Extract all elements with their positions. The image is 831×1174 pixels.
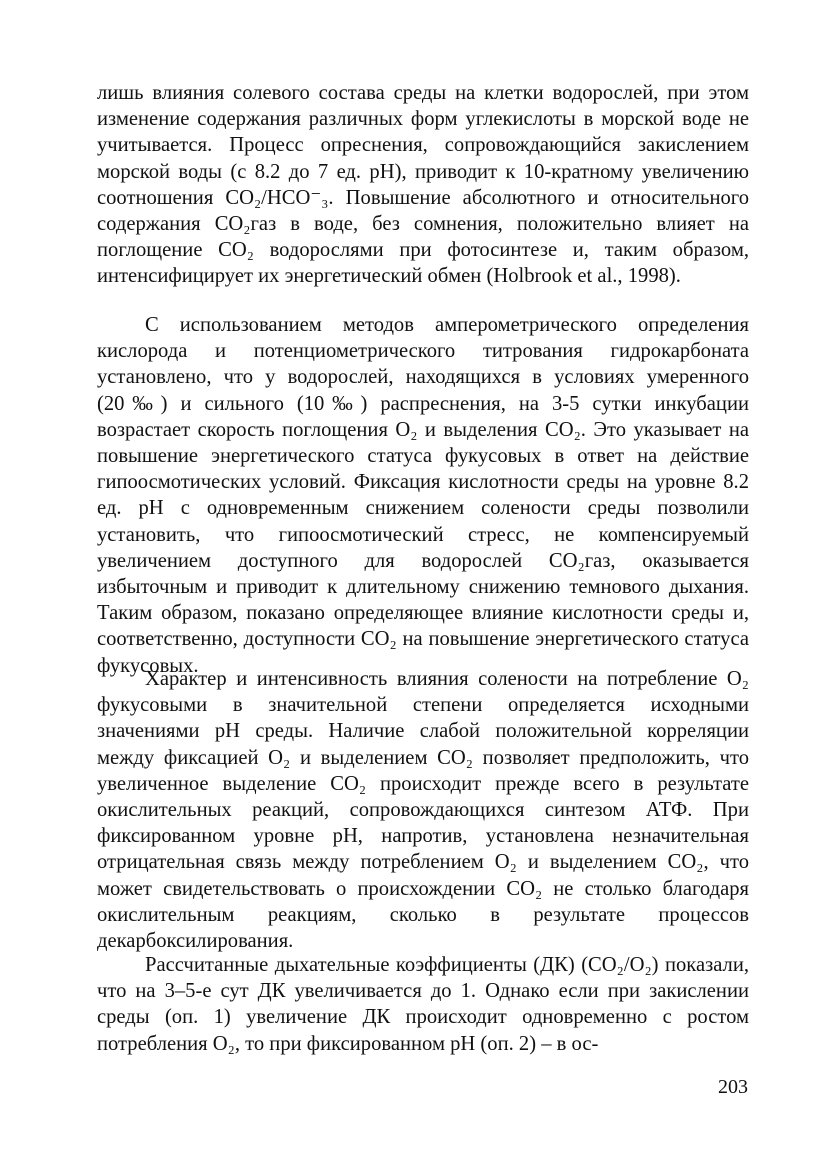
paragraph-1: лишь влияния солевого состава среды на клетки водорослей, при этом изменение содержания различных форм углекислоты в морской воде не учитывается. Процесс опреснения, сопровождающийся закислением морской воды (с 8.2 до 7 ед. pH), приводит к 10-кратному увеличению соотношения CO₂/HCO⁻₃. Повышение абсолютного и относительного содержания CO₂газ в воде, без сомнения, положительно влияет на поглощение CO₂ водорослями при фотосинтезе и, таким образом, интенсифицирует их энергетический обмен (Holbrook et al., 1998). (97, 82, 749, 288)
page-number: 203 (718, 1076, 748, 1098)
paragraph-2: С использованием методов амперометрического определения кислорода и потенциометрического титрования гидрокарбоната установлено, что у водорослей, находящихся в условиях умеренного (20‰) и сильного (10‰) распреснения, на 3-5 сутки инкубации возрастает скорость поглощения O₂ и выделения CO₂. Это указывает на повышение энергетического статуса фукусовых в ответ на действие гипоосмотических условий. Фиксация кислотности среды на уровне 8.2 ед. pH с одновременным снижением солености среды позволили установить, что гипоосмотический стресс, не компенсируемый увеличением доступного для водорослей CO₂газ, оказывается избыточным и приводит к длительному снижению темнового дыхания. Таким образом, показано определяющее влияние кислотности среды и, соответственно, доступности CO₂ на повышение энергетического статуса фукусовых. (97, 314, 749, 677)
paragraph-4: Рассчитанные дыхательные коэффициенты (ДК) (CO₂/O₂) показали, что на 3–5-е сут ДК увеличивается до 1. Однако если при закислении среды (оп. 1) увеличение ДК происходит одновременно с ростом потребления O₂, то при фиксированном pH (оп. 2) – в ос- (97, 954, 749, 1055)
paragraph-3: Характер и интенсивность влияния солености на потребление O₂ фукусовыми в значительной степени определяется исходными значениями pH среды. Наличие слабой положительной корреляции между фиксацией O₂ и выделением CO₂ позволяет предположить, что увеличенное выделение CO₂ происходит прежде всего в результате окислительных реакций, сопровождающихся синтезом АТФ. При фиксированном уровне pH, напротив, установлена незначительная отрицательная связь между потреблением O₂ и выделением CO₂, что может свидетельствовать о происхождении CO₂ не столько благодаря окислительным реакциям, сколько в результате процессов декарбоксилирования. (97, 668, 749, 953)
